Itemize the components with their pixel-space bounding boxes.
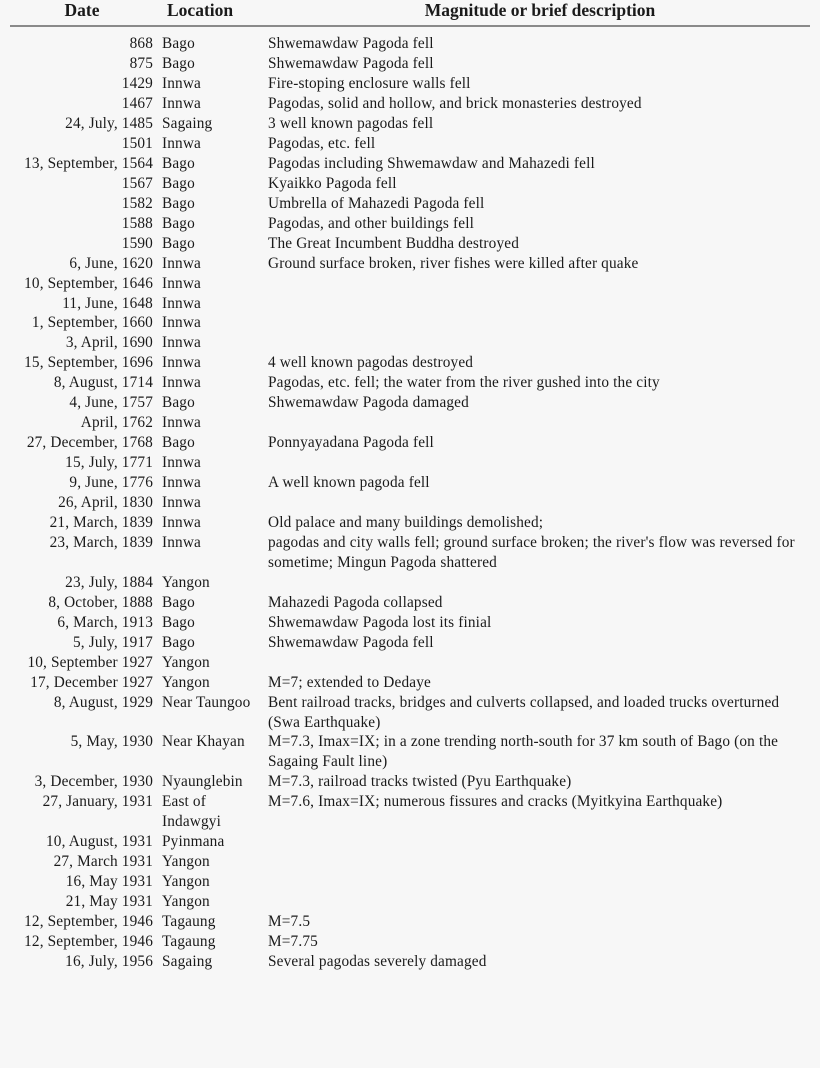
table-row xyxy=(10,832,810,852)
table-row xyxy=(10,234,810,254)
cell-date: 875 xyxy=(129,55,153,73)
table-row xyxy=(10,313,810,333)
table-row xyxy=(10,932,810,952)
cell-date: 8, August, 1929 xyxy=(53,693,153,711)
table-row xyxy=(10,413,810,433)
cell-location: Innwa xyxy=(162,494,201,512)
cell-location: Bago xyxy=(162,234,195,252)
table-row xyxy=(10,294,810,314)
cell-date: 23, March, 1839 xyxy=(49,533,153,551)
cell-location: Innwa xyxy=(162,274,201,292)
table-row xyxy=(10,194,810,214)
cell-location: Bago xyxy=(162,214,195,232)
column-header-description: Magnitude or brief description xyxy=(264,0,810,26)
cell-description xyxy=(264,832,810,852)
cell-date: 1567 xyxy=(121,174,153,192)
cell-description: Pagodas, and other buildings fell xyxy=(268,214,474,232)
cell-location: Bago xyxy=(162,174,195,192)
cell-description: Umbrella of Mahazedi Pagoda fell xyxy=(268,194,485,212)
cell-description xyxy=(264,872,810,892)
cell-location: Innwa xyxy=(162,414,201,432)
cell-location: Yangon xyxy=(162,893,210,911)
cell-description: Ground surface broken, river fishes were killed after quake xyxy=(268,254,639,272)
cell-description: Shwemawdaw Pagoda damaged xyxy=(268,394,469,412)
cell-location: Innwa xyxy=(162,354,201,372)
cell-description: Pagodas, etc. fell xyxy=(268,134,376,152)
cell-description: M=7.3, Imax=IX; in a zone trending north-south for 37 km south of Bago (on the Sagaing Fault line) xyxy=(268,733,779,771)
cell-location: Bago xyxy=(162,194,195,212)
table-row xyxy=(10,54,810,74)
cell-date: 10, August, 1931 xyxy=(46,833,153,851)
table-row xyxy=(10,852,810,872)
cell-location: Bago xyxy=(162,613,195,631)
table-row xyxy=(10,952,810,972)
table-row xyxy=(10,693,810,733)
cell-date: 23, July, 1884 xyxy=(65,573,153,591)
cell-location: Nyaunglebin xyxy=(162,773,243,791)
cell-description: Pagodas, solid and hollow, and brick monasteries destroyed xyxy=(268,94,642,112)
cell-date: 5, July, 1917 xyxy=(72,633,153,651)
cell-date: 15, July, 1771 xyxy=(65,454,153,472)
cell-date: 27, December, 1768 xyxy=(26,434,153,452)
table-row xyxy=(10,872,810,892)
column-header-location: Location xyxy=(162,0,264,26)
cell-description xyxy=(264,453,810,473)
cell-location: Yangon xyxy=(162,573,210,591)
cell-description: M=7; extended to Dedaye xyxy=(268,673,431,691)
cell-description: Several pagodas severely damaged xyxy=(268,952,487,970)
table-row xyxy=(10,433,810,453)
cell-date: 868 xyxy=(129,35,153,53)
cell-date: 26, April, 1830 xyxy=(58,494,153,512)
table-row xyxy=(10,393,810,413)
table-row xyxy=(10,254,810,274)
cell-date: 6, March, 1913 xyxy=(57,613,153,631)
table-row xyxy=(10,653,810,673)
cell-location: Sagaing xyxy=(162,952,213,970)
cell-location: Innwa xyxy=(162,454,201,472)
cell-location: Bago xyxy=(162,35,195,53)
table-row xyxy=(10,373,810,393)
table-row xyxy=(10,633,810,653)
cell-date: 10, September, 1646 xyxy=(24,274,153,292)
cell-date: 1429 xyxy=(121,75,153,93)
cell-location: Innwa xyxy=(162,514,201,531)
cell-description: 4 well known pagodas destroyed xyxy=(268,354,474,372)
cell-date: 3, April, 1690 xyxy=(65,334,153,352)
table-row xyxy=(10,513,810,533)
cell-date: 1501 xyxy=(121,134,153,152)
cell-description: M=7.6, Imax=IX; numerous fissures and cracks (Myitkyina Earthquake) xyxy=(268,793,723,811)
cell-description: M=7.5 xyxy=(268,913,311,931)
cell-description: M=7.75 xyxy=(268,933,318,951)
column-header-date: Date xyxy=(10,0,162,26)
cell-location: Innwa xyxy=(162,254,201,272)
table-row xyxy=(10,892,810,912)
cell-location: Bago xyxy=(162,394,195,412)
cell-date: 1588 xyxy=(121,214,153,232)
cell-location: Innwa xyxy=(162,314,201,332)
table-row xyxy=(10,114,810,134)
cell-location: Innwa xyxy=(162,533,201,551)
cell-date: 21, March, 1839 xyxy=(49,514,153,531)
cell-description: Shwemawdaw Pagoda fell xyxy=(268,55,434,73)
cell-date: 4, June, 1757 xyxy=(69,394,153,412)
cell-date: 1590 xyxy=(121,234,153,252)
cell-location: Innwa xyxy=(162,94,201,112)
cell-location: Tagaung xyxy=(162,913,216,931)
table-row xyxy=(10,593,810,613)
table-row xyxy=(10,353,810,373)
table-header-row xyxy=(10,0,810,26)
table-row xyxy=(10,26,810,54)
cell-description xyxy=(264,653,810,673)
cell-description: 3 well known pagodas fell xyxy=(268,114,434,132)
table-row xyxy=(10,533,810,573)
cell-date: 24, July, 1485 xyxy=(65,114,153,132)
table-row xyxy=(10,673,810,693)
cell-description xyxy=(264,313,810,333)
cell-description xyxy=(264,333,810,353)
cell-date: 1, September, 1660 xyxy=(31,314,153,332)
table-row xyxy=(10,453,810,473)
table-row xyxy=(10,772,810,792)
cell-date: 11, June, 1648 xyxy=(62,294,153,312)
table-row xyxy=(10,134,810,154)
cell-location: Yangon xyxy=(162,853,210,871)
cell-description xyxy=(264,413,810,433)
table-row xyxy=(10,74,810,94)
cell-description: Shwemawdaw Pagoda fell xyxy=(268,633,434,651)
cell-description xyxy=(264,493,810,513)
cell-date: 21, May 1931 xyxy=(65,893,153,911)
table-row xyxy=(10,613,810,633)
cell-location: Bago xyxy=(162,593,195,611)
table-row xyxy=(10,274,810,294)
cell-description: Bent railroad tracks, bridges and culverts collapsed, and loaded trucks overturned (Swa Earthquake) xyxy=(268,693,780,731)
table-row xyxy=(10,174,810,194)
cell-location: Yangon xyxy=(162,673,210,691)
cell-location: Bago xyxy=(162,154,195,172)
table-body xyxy=(10,26,810,972)
cell-date: 8, October, 1888 xyxy=(48,593,153,611)
cell-location: Bago xyxy=(162,633,195,651)
cell-location: Yangon xyxy=(162,873,210,891)
cell-date: April, 1762 xyxy=(80,414,153,432)
cell-location: Yangon xyxy=(162,653,210,671)
cell-description: A well known pagoda fell xyxy=(268,474,430,492)
cell-location: Near Taungoo xyxy=(162,693,251,711)
table-row xyxy=(10,792,810,832)
cell-location: Innwa xyxy=(162,374,201,392)
cell-description: pagodas and city walls fell; ground surface broken; the river's flow was reversed for sometime; Mingun Pagoda shattered xyxy=(268,533,795,571)
cell-location: East of Indawgyi xyxy=(162,793,221,831)
cell-description: The Great Incumbent Buddha destroyed xyxy=(268,234,520,252)
cell-location: Innwa xyxy=(162,294,201,312)
table-row xyxy=(10,333,810,353)
cell-date: 1582 xyxy=(121,194,153,212)
cell-date: 10, September 1927 xyxy=(27,653,153,671)
table-row xyxy=(10,94,810,114)
table-row xyxy=(10,912,810,932)
cell-date: 27, January, 1931 xyxy=(42,793,153,811)
cell-location: Innwa xyxy=(162,334,201,352)
cell-date: 13, September, 1564 xyxy=(24,154,153,172)
cell-description: Fire-stoping enclosure walls fell xyxy=(268,75,471,93)
cell-date: 16, July, 1956 xyxy=(65,952,153,970)
cell-date: 6, June, 1620 xyxy=(69,254,153,272)
table-row xyxy=(10,493,810,513)
table-row xyxy=(10,154,810,174)
cell-date: 8, August, 1714 xyxy=(53,374,153,392)
cell-description: Mahazedi Pagoda collapsed xyxy=(268,593,443,611)
cell-location: Tagaung xyxy=(162,933,216,951)
cell-description: Pagodas, etc. fell; the water from the river gushed into the city xyxy=(268,374,660,392)
table-row xyxy=(10,214,810,234)
cell-location: Bago xyxy=(162,55,195,73)
cell-date: 12, September, 1946 xyxy=(24,913,153,931)
cell-description xyxy=(264,274,810,294)
cell-location: Bago xyxy=(162,434,195,452)
table-header xyxy=(10,0,810,26)
cell-location: Pyinmana xyxy=(162,833,225,851)
cell-location: Innwa xyxy=(162,75,201,93)
cell-description: Old palace and many buildings demolished; xyxy=(268,514,544,531)
cell-date: 15, September, 1696 xyxy=(24,354,153,372)
cell-description: Ponnyayadana Pagoda fell xyxy=(268,434,434,452)
cell-description: Kyaikko Pagoda fell xyxy=(268,174,397,192)
cell-description xyxy=(264,892,810,912)
cell-description: Pagodas including Shwemawdaw and Mahazedi fell xyxy=(268,154,595,172)
cell-location: Sagaing xyxy=(162,114,213,132)
cell-description xyxy=(264,294,810,314)
cell-description xyxy=(264,573,810,593)
cell-location: Near Khayan xyxy=(162,733,245,751)
cell-date: 12, September, 1946 xyxy=(24,933,153,951)
table-row xyxy=(10,732,810,772)
cell-date: 5, May, 1930 xyxy=(70,733,153,751)
cell-date: 1467 xyxy=(121,94,153,112)
cell-description: Shwemawdaw Pagoda lost its finial xyxy=(268,613,492,631)
cell-description: M=7.3, railroad tracks twisted (Pyu Earthquake) xyxy=(268,773,572,791)
cell-date: 27, March 1931 xyxy=(53,853,153,871)
cell-date: 17, December 1927 xyxy=(30,673,153,691)
cell-description: Shwemawdaw Pagoda fell xyxy=(268,35,434,53)
cell-date: 9, June, 1776 xyxy=(69,474,153,492)
cell-location: Innwa xyxy=(162,134,201,152)
cell-location: Innwa xyxy=(162,474,201,492)
earthquake-history-table xyxy=(10,0,810,972)
table-row xyxy=(10,573,810,593)
cell-date: 16, May 1931 xyxy=(65,873,153,891)
table-row xyxy=(10,473,810,493)
cell-description xyxy=(264,852,810,872)
cell-date: 3, December, 1930 xyxy=(34,773,153,791)
